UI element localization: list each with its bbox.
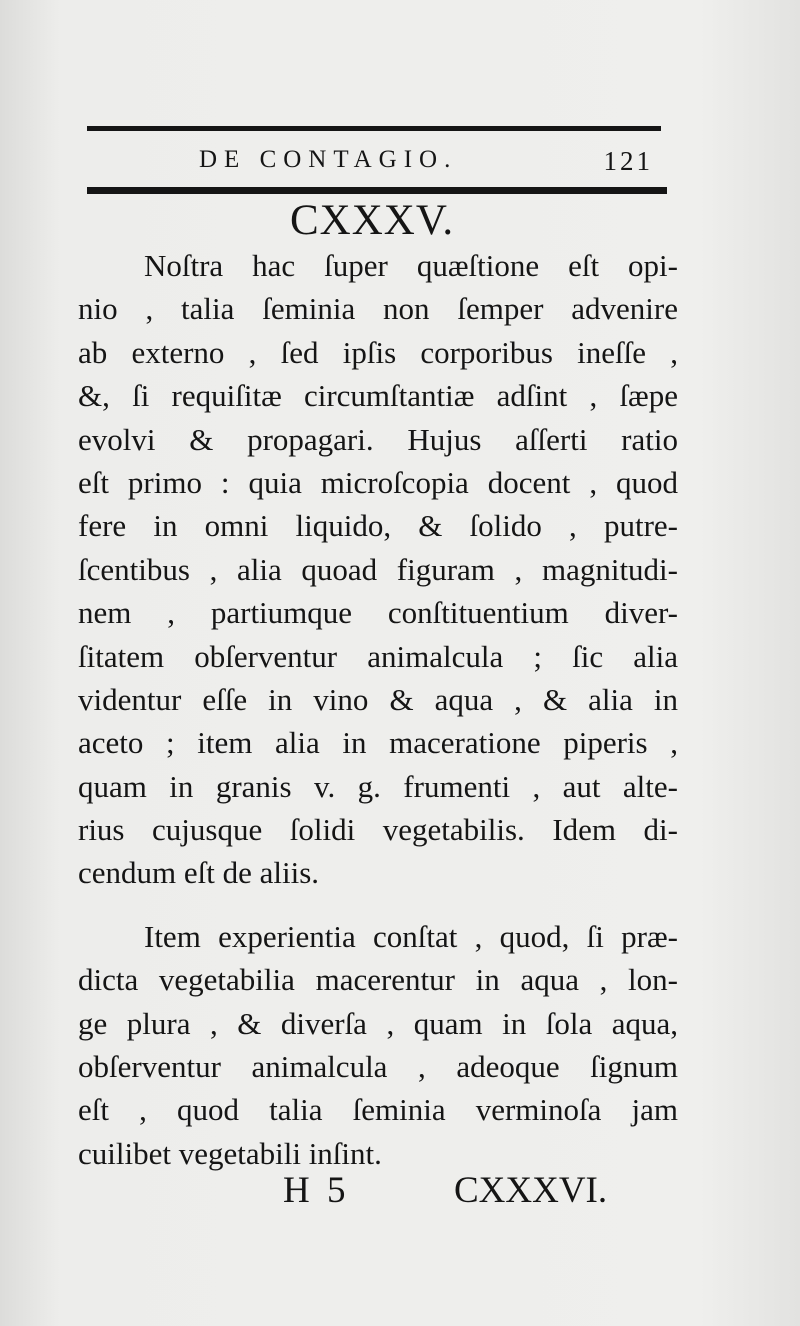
- text-line: eſt primo : quia microſcopia docent , quod: [78, 464, 678, 500]
- text-line: aceto ; item alia in maceratione piperis ,: [78, 725, 678, 761]
- text-line: ſitatem obſerventur animalcula ; ſic alia: [78, 638, 678, 674]
- text-line: ab externo , ſed ipſis corporibus ineſſe ,: [78, 334, 678, 370]
- text-line: quam in granis v. g. frumenti , aut alte-: [78, 768, 678, 804]
- text-line: nio , talia ſeminia non ſemper advenire: [78, 291, 678, 327]
- text-line: dicta vegetabilia macerentur in aqua , lon-: [78, 962, 678, 998]
- header-rule-top: [87, 126, 661, 131]
- page-number: 121: [603, 146, 653, 176]
- text-line: evolvi & propagari. Hujus aſſerti ratio: [78, 421, 678, 457]
- text-line: eſt , quod talia ſeminia verminoſa jam: [78, 1092, 678, 1128]
- section-heading: CXXXV.: [290, 197, 455, 244]
- text-line: ge plura , & diverſa , quam in ſola aqua,: [78, 1005, 678, 1041]
- text-line: Item experientia conſtat , quod, ſi præ-: [144, 918, 678, 954]
- text-line: Noſtra hac ſuper quæſtione eſt opi-: [144, 248, 678, 283]
- text-line: videntur eſſe in vino & aqua , & alia in: [78, 681, 678, 717]
- text-line: ſcentibus , alia quoad figuram , magnitudi-: [78, 551, 678, 587]
- signature-mark: H 5: [283, 1170, 350, 1211]
- text-line: &, ſi requiſitæ circumſtantiæ adſint , ſæpe: [78, 378, 678, 414]
- text-line: nem , partiumque conſtituentium diver-: [78, 595, 678, 631]
- text-line: cendum eſt de aliis.: [78, 855, 320, 891]
- body-text: [78, 244, 678, 1175]
- page-footer: [78, 1165, 678, 1215]
- header-rule-bottom: [87, 187, 667, 194]
- running-head: [87, 140, 661, 180]
- text-line: obſerventur animalcula , adeoque ſignum: [78, 1049, 678, 1085]
- text-line: fere in omni liquido, & ſolido , putre-: [78, 508, 678, 544]
- catchword: CXXXVI.: [454, 1170, 608, 1211]
- text-line: cuilibet vegetabili inſint.: [78, 1135, 382, 1171]
- text-line: rius cujusque ſolidi vegetabilis. Idem di-: [78, 812, 678, 848]
- running-title: DE CONTAGIO.: [199, 146, 458, 173]
